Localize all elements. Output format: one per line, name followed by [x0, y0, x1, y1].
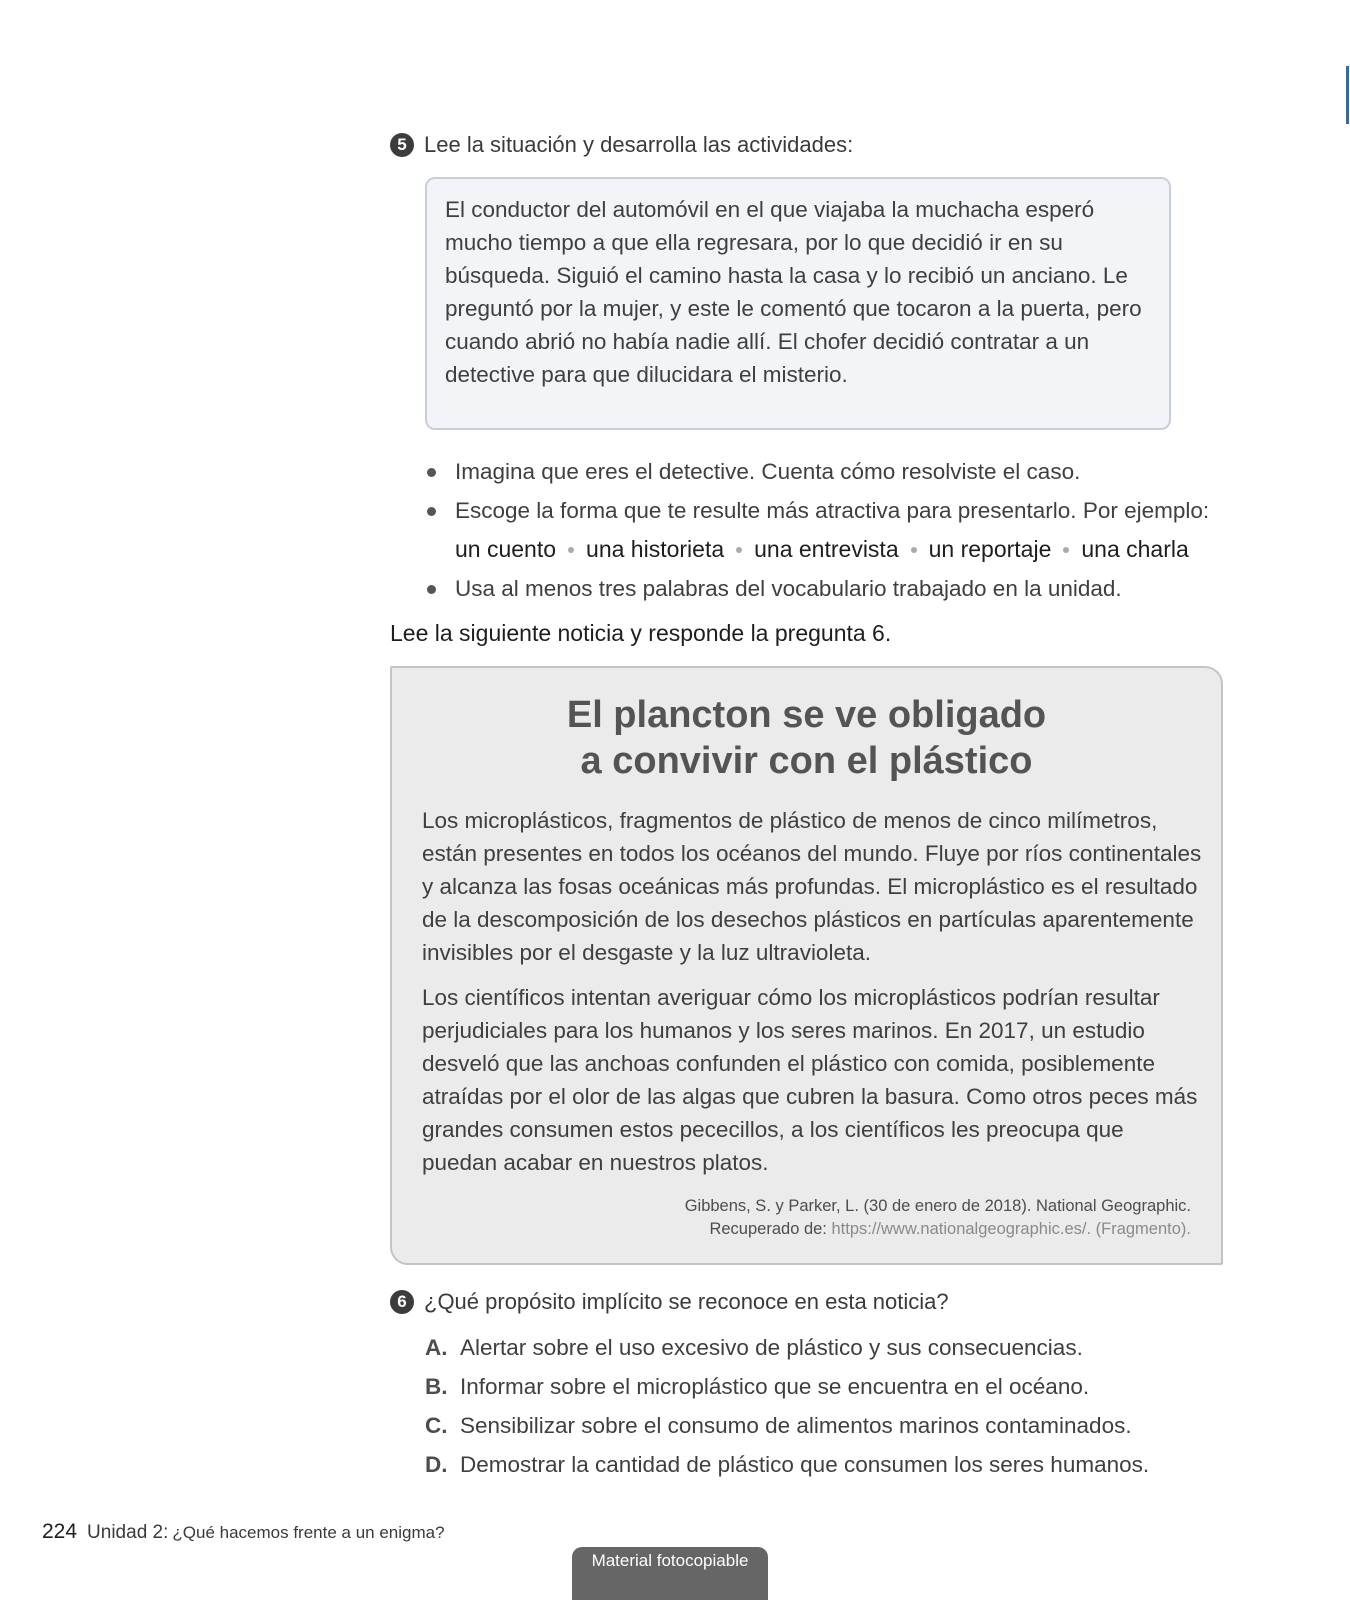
format-option: una historieta [586, 536, 725, 562]
situation-box [425, 177, 1171, 430]
separator-dot-icon [568, 547, 574, 553]
reading-instruction: Lee la siguiente noticia y responde la pregunta 6. [390, 620, 892, 646]
option-letter: B. [425, 1374, 448, 1399]
list-item [425, 491, 1225, 569]
bullet-dot-icon [427, 507, 436, 516]
separator-dot-icon [736, 547, 742, 553]
question-5-header [390, 132, 853, 158]
bullet-dot-icon [427, 585, 436, 594]
answer-option-b[interactable] [425, 1367, 1149, 1406]
citation-source: Gibbens, S. y Parker, L. (30 de enero de 2018). National Geographic. [684, 1197, 1191, 1215]
answer-option-d[interactable] [425, 1445, 1149, 1484]
citation-prefix: Recuperado de: [709, 1220, 827, 1238]
unit-title: ¿Qué hacemos frente a un enigma? [172, 1523, 445, 1542]
situation-text: El conductor del automóvil en el que viajaba la muchacha esperó mucho tiempo a que ella regresara, por lo que decidió ir en su búsqueda. Siguió el camino hasta la casa y lo recibió un anciano. Le preguntó por la mujer, y este le comentó que tocaron a la puerta, pero cuando abrió no había nadie allí. El chofer decidió contratar a un detective para que dilucidara el misterio. [445, 197, 1142, 387]
answer-option-a[interactable] [425, 1328, 1149, 1367]
page-footer [42, 1520, 445, 1544]
option-text: Informar sobre el microplástico que se encuentra en el océano. [460, 1374, 1090, 1399]
activity-text: Imagina que eres el detective. Cuenta cómo resolviste el caso. [455, 459, 1081, 484]
separator-dot-icon [1063, 547, 1069, 553]
activity-list [425, 452, 1225, 608]
answer-options [425, 1328, 1149, 1484]
question-6-header [390, 1289, 949, 1315]
news-paragraph: Los microplásticos, fragmentos de plástico de menos de cinco milímetros, están presentes en todos los océanos del mundo. Fluye por ríos continentales y alcanza las fosas oceánicas más profundas. El microplástico es el resultado de la descomposición de los desechos plásticos en partículas aparentemente invisibles por el desgaste y la luz ultravioleta. [422, 808, 1202, 965]
list-item [425, 452, 1225, 491]
question-6-prompt: ¿Qué propósito implícito se reconoce en esta noticia? [424, 1289, 949, 1314]
separator-dot-icon [911, 547, 917, 553]
question-number-badge: 5 [390, 133, 414, 157]
citation-retrieval [685, 1218, 1191, 1241]
news-title [392, 692, 1221, 784]
format-option: un reportaje [928, 536, 1052, 562]
option-letter: C. [425, 1413, 448, 1438]
news-title-line: El plancton se ve obligado [566, 694, 1047, 736]
option-text: Demostrar la cantidad de plástico que consumen los seres humanos. [460, 1452, 1150, 1477]
option-text: Alertar sobre el uso excesivo de plástico y sus consecuencias. [460, 1335, 1083, 1360]
option-text: Sensibilizar sobre el consumo de alimentos marinos contaminados. [460, 1413, 1132, 1438]
news-title-line: a convivir con el plástico [580, 740, 1033, 782]
answer-option-c[interactable] [425, 1406, 1149, 1445]
citation-url: https://www.nationalgeographic.es/. (Fragmento). [831, 1220, 1191, 1238]
news-citation [685, 1195, 1191, 1241]
bullet-dot-icon [427, 468, 436, 477]
page-number: 224 [42, 1520, 78, 1543]
option-letter: A. [425, 1335, 448, 1360]
news-body [422, 804, 1202, 1191]
news-article-box [390, 666, 1223, 1265]
format-option: una charla [1081, 536, 1189, 562]
activity-text: Usa al menos tres palabras del vocabulario trabajado en la unidad. [455, 576, 1122, 601]
question-number-badge: 6 [390, 1290, 414, 1314]
photocopiable-badge: Material fotocopiable [572, 1547, 768, 1600]
option-letter: D. [425, 1452, 448, 1477]
list-item [425, 569, 1225, 608]
activity-text: Escoge la forma que te resulte más atractiva para presentarlo. Por ejemplo: [455, 498, 1210, 523]
page-edge-marker [1346, 66, 1349, 124]
format-option: una entrevista [754, 536, 899, 562]
news-paragraph: Los científicos intentan averiguar cómo los microplásticos podrían resultar perjudiciales para los humanos y los seres marinos. En 2017, un estudio desveló que las anchoas confunden el plástico con comida, posiblemente atraídas por el olor de las algas que cubren la basura. Como otros peces más grandes consumen estos pececillos, a los científicos les preocupa que puedan acabar en nuestros platos. [422, 985, 1198, 1175]
format-option: un cuento [455, 536, 557, 562]
question-5-prompt: Lee la situación y desarrolla las actividades: [424, 132, 854, 157]
unit-label: Unidad 2: [87, 1522, 169, 1543]
format-options [455, 530, 1225, 569]
